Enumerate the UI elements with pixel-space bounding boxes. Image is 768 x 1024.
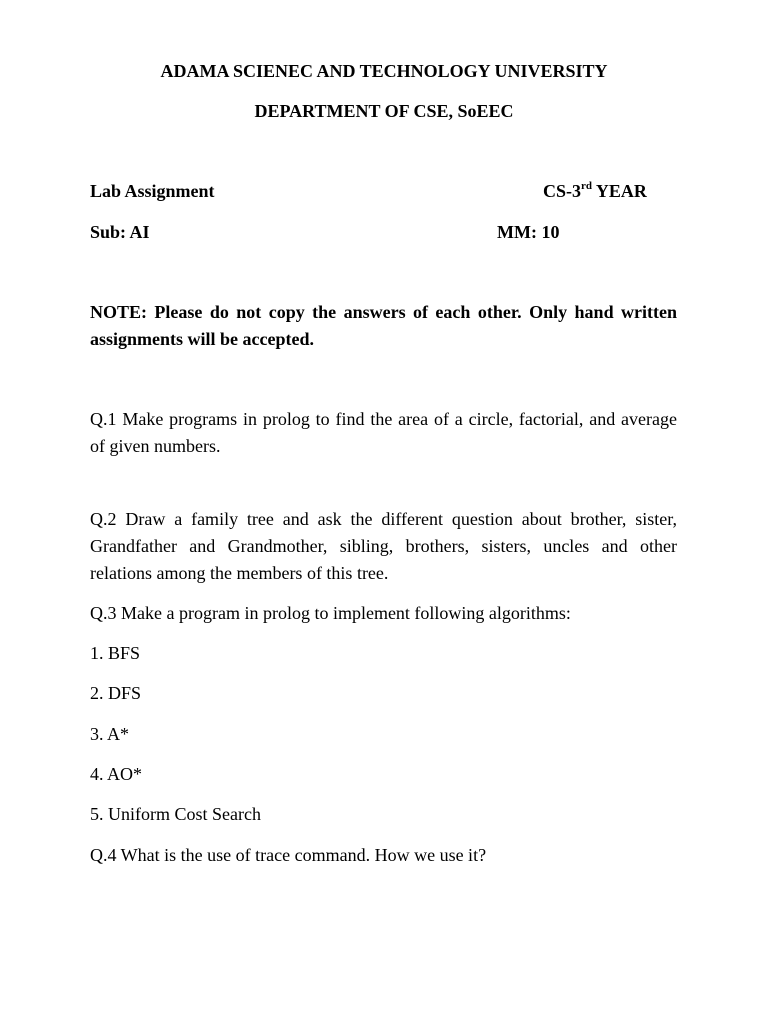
question-1: Q.1 Make programs in prolog to find the area of a circle, factorial, and average of given numbers. xyxy=(90,409,677,456)
algorithm-item: 1. BFS xyxy=(90,643,141,663)
assignment-label: Lab Assignment xyxy=(90,181,215,201)
year-suffix: YEAR xyxy=(592,181,647,201)
question-4: Q.4 What is the use of trace command. How we use it? xyxy=(90,845,487,865)
algorithm-item: 3. A* xyxy=(90,724,130,744)
subject-label: Sub: AI xyxy=(90,222,150,242)
year-label xyxy=(543,177,647,205)
department-title: DEPARTMENT OF CSE, SoEEC xyxy=(254,101,514,121)
university-title: ADAMA SCIENEC AND TECHNOLOGY UNIVERSITY xyxy=(160,61,608,81)
algorithm-item: 2. DFS xyxy=(90,683,142,703)
year-prefix: CS-3 xyxy=(543,181,582,201)
marks-label: MM: 10 xyxy=(497,222,560,242)
algorithm-item: 5. Uniform Cost Search xyxy=(90,804,261,824)
year-superscript: rd xyxy=(581,180,593,192)
algorithm-item: 4. AO* xyxy=(90,764,143,784)
question-3: Q.3 Make a program in prolog to implement following algorithms: xyxy=(90,603,571,623)
question-2: Q.2 Draw a family tree and ask the different question about brother, sister, Grandfather and Grandmother, sibling, brothers, sisters, uncles and other relations among the members of this tree. xyxy=(90,509,677,583)
note-paragraph: NOTE: Please do not copy the answers of each other. Only hand written assignments will be accepted. xyxy=(90,302,677,349)
